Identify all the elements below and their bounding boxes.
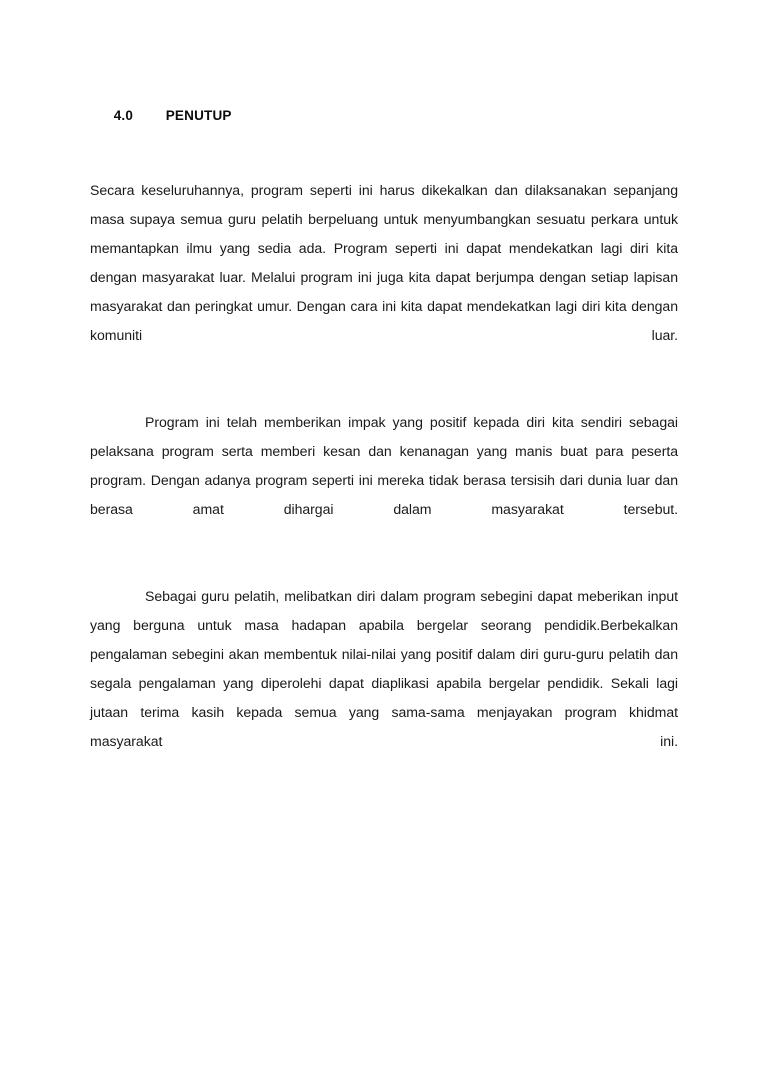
section-heading-number: 4.0: [113, 108, 134, 123]
document-content: [90, 86, 678, 785]
body-paragraph-1: Secara keseluruhannya, program seperti ini harus dikekalkan dan dilaksanakan sepanjang masa supaya semua guru pelatih berpeluang untuk menyumbangkan sesuatu perkara untuk memantapkan ilmu yang sedia ada. Program seperti ini dapat mendekatkan lagi diri kita dengan masyarakat luar. Melalui program ini juga kita dapat berjumpa dengan setiap lapisan masyarakat dan peringkat umur. Dengan cara ini kita dapat mendekatkan lagi diri kita dengan komuniti luar.: [90, 182, 678, 343]
section-heading: [90, 86, 678, 146]
section-heading-title: PENUTUP: [165, 108, 232, 123]
body-paragraph-3: Sebagai guru pelatih, melibatkan diri dalam program sebegini dapat meberikan input yang berguna untuk masa hadapan apabila bergelar seorang pendidik.Berbekalkan pengalaman sebegini akan membentuk nilai-nilai yang positif dalam diri guru-guru pelatih dan segala pengalaman yang diperolehi dapat diaplikasi apabila bergelar pendidik. Sekali lagi jutaan terima kasih kepada semua yang sama-sama menjayakan program khidmat masyarakat ini.: [90, 588, 678, 749]
body-paragraph-2: Program ini telah memberikan impak yang positif kepada diri kita sendiri sebagai pelaksana program serta memberi kesan dan kenanagan yang manis buat para peserta program. Dengan adanya program seperti ini mereka tidak berasa tersisih dari dunia luar dan berasa amat dihargai dalam masyarakat tersebut.: [90, 414, 678, 517]
